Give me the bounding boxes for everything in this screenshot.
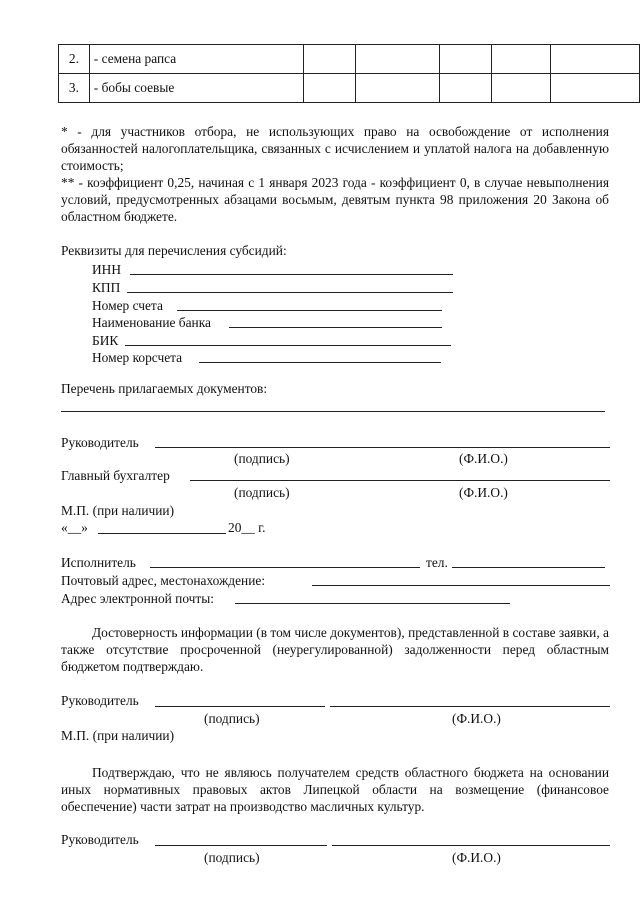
requisites-heading: Реквизиты для перечисления субсидий: <box>61 243 287 258</box>
kpp-field[interactable] <box>127 292 453 293</box>
table-row <box>59 45 640 74</box>
table-cell <box>356 45 440 74</box>
head-label: Руководитель <box>61 832 139 847</box>
confirmation-paragraph: Достоверность информации (в том числе документов), представленной в составе заявки, а также отсутствие просроченной (неурегулированной) задолженности перед областным бюджетом подтверждаю. <box>61 625 609 674</box>
stamp-label: М.П. (при наличии) <box>61 728 175 743</box>
accountant-signature-line[interactable] <box>190 480 610 481</box>
inn-field[interactable] <box>130 274 453 275</box>
bik-label: БИК <box>92 333 119 348</box>
footnote-coefficient: ** - коэффициент 0,25, начиная с 1 января 2023 года - коэффициент 0, в случае невыполнения условий, предусмотренных абзацами восьмым, девятым пункта 98 приложения 20 Закона об областном бюджете. <box>61 175 609 224</box>
table-row <box>59 74 640 103</box>
non-recipient-paragraph: Подтверждаю, что не являюсь получателем средств областного бюджета на основании иных нормативных правовых актов Липецкой области на возмещение (финансовое обеспечение) части затрат на производство масличных культур. <box>61 765 609 814</box>
accountant-label: Главный бухгалтер <box>61 468 170 483</box>
fio-caption: (Ф.И.О.) <box>452 850 501 865</box>
stamp-label: М.П. (при наличии) <box>61 503 175 518</box>
executor-label: Исполнитель <box>61 555 136 570</box>
row-number: 3. <box>59 74 90 103</box>
phone-field[interactable] <box>452 567 605 568</box>
row-number: 2. <box>59 45 90 74</box>
head-signature-line[interactable] <box>155 845 327 846</box>
table-cell <box>439 45 491 74</box>
head-signature-line[interactable] <box>155 447 610 448</box>
email-field[interactable] <box>235 603 510 604</box>
head-label: Руководитель <box>61 435 139 450</box>
signature-caption: (подпись) <box>234 485 290 500</box>
fio-caption: (Ф.И.О.) <box>459 485 508 500</box>
corr-field[interactable] <box>199 362 441 363</box>
table-cell <box>492 45 551 74</box>
row-name: - семена рапса <box>89 45 303 74</box>
table-cell <box>439 74 491 103</box>
table-cell <box>303 45 355 74</box>
signature-caption: (подпись) <box>234 451 290 466</box>
kpp-label: КПП <box>92 280 121 295</box>
phone-label: тел. <box>426 555 448 570</box>
table-cell <box>356 74 440 103</box>
bank-label: Наименование банка <box>92 315 211 330</box>
inn-label: ИНН <box>92 262 122 277</box>
bank-field[interactable] <box>229 327 442 328</box>
table-cell <box>303 74 355 103</box>
table-cell <box>492 74 551 103</box>
bik-field[interactable] <box>125 345 451 346</box>
fio-caption: (Ф.И.О.) <box>459 451 508 466</box>
email-label: Адрес электронной почты: <box>61 591 214 606</box>
docs-field[interactable] <box>61 411 605 412</box>
date-year: 20__ г. <box>228 520 266 535</box>
date-open: «__» <box>61 520 88 535</box>
corr-label: Номер корсчета <box>92 350 183 365</box>
address-label: Почтовый адрес, местонахождение: <box>61 573 266 588</box>
signature-caption: (подпись) <box>204 850 260 865</box>
address-field[interactable] <box>312 585 610 586</box>
footnote-vat: * - для участников отбора, не использующих право на освобождение от исполнения обязанностей налогоплательщика, связанных с исчислением и уплатой налога на добавленную стоимость; <box>61 124 609 173</box>
head-fio-line[interactable] <box>332 845 610 846</box>
table-cell <box>551 74 640 103</box>
head-label: Руководитель <box>61 693 139 708</box>
date-field[interactable] <box>98 533 226 534</box>
head-fio-line[interactable] <box>330 706 610 707</box>
docs-heading: Перечень прилагаемых документов: <box>61 381 268 396</box>
crops-table <box>58 44 640 103</box>
head-signature-line[interactable] <box>155 706 325 707</box>
row-name: - бобы соевые <box>89 74 303 103</box>
table-cell <box>551 45 640 74</box>
signature-caption: (подпись) <box>204 711 260 726</box>
account-field[interactable] <box>177 310 442 311</box>
fio-caption: (Ф.И.О.) <box>452 711 501 726</box>
executor-field[interactable] <box>150 567 420 568</box>
account-label: Номер счета <box>92 298 163 313</box>
